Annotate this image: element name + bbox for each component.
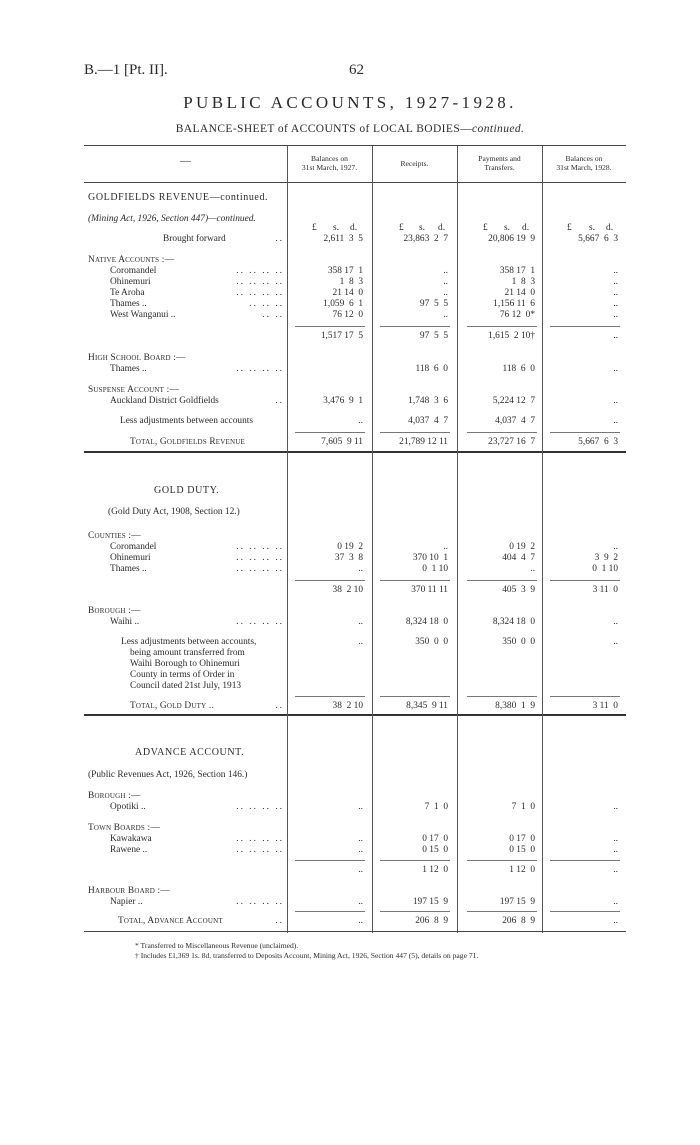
balance-sheet-table	[84, 145, 626, 933]
amount-rec: ..	[443, 288, 448, 298]
column-rule	[542, 145, 543, 933]
leader-dots: .. .. .. ..	[236, 553, 284, 563]
amount-b27: 38 2 10	[332, 701, 363, 711]
currency-pence: d.	[522, 223, 530, 233]
amount-pay: 0 15 0	[509, 845, 535, 855]
header-line: Balances on	[565, 154, 603, 163]
amount-rec: 206 8 9	[415, 916, 448, 926]
leader-dots: .. .. .. ..	[236, 277, 284, 287]
header-line: 31st March, 1927.	[301, 163, 358, 172]
amount-pay: 20,806 19 9	[488, 234, 535, 244]
row-label: Borough :—	[88, 606, 141, 616]
subtotal-rule	[550, 911, 620, 912]
subtotal-rule	[467, 860, 537, 861]
subtotal-rule	[380, 911, 450, 912]
leader-dots: .. .. .. ..	[236, 266, 284, 276]
amount-b27: ..	[358, 564, 363, 574]
leader-dots: .. .. .. ..	[236, 897, 284, 907]
amount-b27: 21 14 0	[332, 288, 363, 298]
row-label: Ohinemuri	[110, 553, 151, 563]
amount-rec: 7 1 0	[424, 802, 448, 812]
subtotal-rule	[380, 696, 450, 697]
amount-rec: 1 12 0	[422, 865, 448, 875]
amount-b27: ..	[358, 845, 363, 855]
amount-rec: 4,037 4 7	[408, 416, 448, 426]
amount-pay: 23,727 16 7	[488, 437, 535, 447]
currency-shillings: s.	[589, 223, 595, 233]
page-number: 62	[349, 62, 364, 78]
amount-b28: 5,667 6 3	[578, 234, 618, 244]
row-label: Waihi Borough to Ohinemuri	[130, 659, 240, 669]
leader-dots: .. .. .. ..	[236, 845, 284, 855]
amount-b28: ..	[613, 637, 618, 647]
row-label: Kawakawa	[110, 834, 152, 844]
row-label: Total, Advance Account	[118, 916, 223, 926]
amount-b28: ..	[613, 277, 618, 287]
currency-pounds: £	[399, 223, 404, 233]
table-bottom-rule	[84, 931, 626, 932]
leader-dots: ..	[275, 701, 284, 711]
row-label: Harbour Board :—	[88, 886, 170, 896]
row-label: GOLDFIELDS REVENUE—continued.	[88, 192, 269, 203]
row-label: Less adjustments between accounts,	[121, 637, 257, 647]
amount-b27: ..	[358, 916, 363, 926]
amount-pay: 0 17 0	[509, 834, 535, 844]
subtitle-continued: continued.	[472, 123, 525, 135]
amount-rec: 197 15 9	[412, 897, 448, 907]
subtotal-rule	[295, 860, 365, 861]
subtotal-rule	[550, 580, 620, 581]
amount-b28: ..	[613, 288, 618, 298]
subtotal-rule	[380, 432, 450, 433]
amount-b27: ..	[358, 416, 363, 426]
amount-pay: 5,224 12 7	[492, 396, 535, 406]
column-header-dash: —	[180, 155, 191, 167]
amount-b27: 3,476 9 1	[323, 396, 363, 406]
amount-pay: 1,615 2 10†	[488, 331, 535, 341]
amount-b28: ..	[613, 897, 618, 907]
row-label: Napier ..	[110, 897, 143, 907]
amount-rec: 1,748 3 6	[408, 396, 448, 406]
currency-pence: d.	[606, 223, 614, 233]
amount-pay: ..	[530, 564, 535, 574]
amount-b27: 1 8 3	[339, 277, 363, 287]
row-label: (Gold Duty Act, 1908, Section 12.)	[108, 507, 240, 517]
row-label: West Wanganui ..	[110, 310, 176, 320]
amount-rec: 370 10 1	[412, 553, 448, 563]
amount-rec: 21,789 12 11	[399, 437, 448, 447]
subtotal-rule	[295, 911, 365, 912]
page-subtitle	[0, 123, 700, 135]
subtotal-rule	[467, 911, 537, 912]
currency-pence: d.	[350, 223, 358, 233]
amount-b28: ..	[613, 364, 618, 374]
amount-rec: 350 0 0	[415, 637, 448, 647]
subtotal-rule	[550, 860, 620, 861]
amount-b28: ..	[613, 845, 618, 855]
amount-b27: ..	[358, 802, 363, 812]
amount-pay: 76 12 0*	[499, 310, 535, 320]
amount-pay: 358 17 1	[499, 266, 535, 276]
amount-b28: ..	[613, 416, 618, 426]
row-label: Less adjustments between accounts	[120, 416, 254, 426]
subtotal-rule	[467, 580, 537, 581]
row-label: Opotiki ..	[110, 802, 146, 812]
currency-pence: d.	[438, 223, 446, 233]
leader-dots: .. .. .. ..	[236, 364, 284, 374]
subtotal-rule	[295, 696, 365, 697]
amount-rec: 0 1 10	[422, 564, 448, 574]
subtotal-rule	[467, 696, 537, 697]
subtotal-rule	[467, 432, 537, 433]
amount-rec: 118 6 0	[415, 364, 448, 374]
footnote: † Includes £1,369 1s. 8d. transferred to Deposits Account, Mining Act, 1926, Section 447 (5), details on page 71.	[135, 950, 479, 960]
amount-b28: ..	[613, 834, 618, 844]
header-line: Payments and	[478, 154, 521, 163]
column-rule	[287, 145, 288, 933]
amount-rec: ..	[443, 266, 448, 276]
column-header-balances-1928	[542, 154, 626, 172]
leader-dots: .. .. .. ..	[236, 288, 284, 298]
amount-pay: 21 14 0	[504, 288, 535, 298]
amount-b28: ..	[613, 331, 618, 341]
amount-b27: 76 12 0	[332, 310, 363, 320]
footnote: * Transferred to Miscellaneous Revenue (unclaimed).	[135, 941, 299, 950]
row-label: Thames ..	[110, 299, 147, 309]
subtotal-rule	[380, 580, 450, 581]
amount-rec: 0 17 0	[422, 834, 448, 844]
leader-dots: ..	[275, 234, 284, 244]
row-label: GOLD DUTY.	[154, 485, 220, 496]
amount-rec: ..	[443, 542, 448, 552]
currency-shillings: s.	[419, 223, 425, 233]
subtotal-rule	[380, 326, 450, 327]
amount-pay: 118 6 0	[502, 364, 535, 374]
currency-pounds: £	[567, 223, 572, 233]
row-label: Te Aroha	[110, 288, 145, 298]
row-label: Suspense Account :—	[88, 385, 180, 395]
leader-dots: .. .. .. ..	[236, 617, 284, 627]
amount-b27: ..	[358, 834, 363, 844]
leader-dots: .. .. .. ..	[236, 542, 284, 552]
row-label: High School Board :—	[88, 353, 186, 363]
row-label: ADVANCE ACCOUNT.	[135, 747, 245, 758]
row-label: Total, Goldfields Revenue	[130, 437, 245, 447]
currency-pounds: £	[483, 223, 488, 233]
header-line: Transfers.	[484, 163, 515, 172]
amount-b28: ..	[613, 916, 618, 926]
row-label: Ohinemuri	[110, 277, 151, 287]
leader-dots: .. .. .. ..	[236, 802, 284, 812]
column-rule	[457, 145, 458, 933]
amount-b27: 358 17 1	[327, 266, 363, 276]
section-rule	[84, 451, 626, 453]
amount-rec: ..	[443, 277, 448, 287]
column-header-balances-1927	[287, 154, 372, 172]
amount-b28: ..	[613, 299, 618, 309]
subtotal-rule	[467, 326, 537, 327]
subtotal-rule	[550, 432, 620, 433]
row-label: (Mining Act, 1926, Section 447)—continued.	[88, 214, 256, 224]
amount-rec: 370 11 11	[411, 585, 448, 595]
header-rule	[84, 182, 626, 183]
amount-b28: 0 1 10	[592, 564, 618, 574]
amount-b28: 5,667 6 3	[578, 437, 618, 447]
column-rule	[372, 145, 373, 933]
table-top-rule	[84, 145, 626, 146]
amount-b28: 3 9 2	[594, 553, 618, 563]
amount-b28: ..	[613, 802, 618, 812]
amount-pay: 404 4 7	[502, 553, 535, 563]
footnotes	[135, 941, 478, 960]
row-label: Total, Gold Duty ..	[130, 701, 215, 711]
amount-rec: ..	[443, 310, 448, 320]
amount-pay: 8,324 18 0	[492, 617, 535, 627]
amount-b27: 0 19 2	[337, 542, 363, 552]
amount-b27: 1,517 17 5	[320, 331, 363, 341]
amount-pay: 1 8 3	[511, 277, 535, 287]
column-header-receipts: Receipts.	[400, 159, 429, 168]
amount-b28: ..	[613, 865, 618, 875]
report-reference: B.—1 [Pt. II].	[84, 62, 168, 78]
subtotal-rule	[550, 326, 620, 327]
amount-b27: 38 2 10	[332, 585, 363, 595]
amount-pay: 1,156 11 6	[493, 299, 535, 309]
leader-dots: ..	[275, 396, 284, 406]
amount-rec: 8,324 18 0	[405, 617, 448, 627]
amount-rec: 97 5 5	[419, 299, 448, 309]
subtotal-rule	[295, 326, 365, 327]
amount-b27: ..	[358, 865, 363, 875]
amount-rec: 97 5 5	[419, 331, 448, 341]
leader-dots: .. .. ..	[249, 299, 284, 309]
row-label: Borough :—	[88, 791, 141, 801]
amount-b27: ..	[358, 897, 363, 907]
row-label: Auckland District Goldfields	[110, 396, 219, 406]
row-label: Native Accounts :—	[88, 255, 175, 265]
row-label: Rawene ..	[110, 845, 148, 855]
amount-b27: 2,611 3 5	[323, 234, 363, 244]
row-label: Town Boards :—	[88, 823, 160, 833]
amount-pay: 4,037 4 7	[495, 416, 535, 426]
section-rule	[84, 714, 626, 716]
page-title: PUBLIC ACCOUNTS, 1927-1928.	[183, 93, 517, 112]
amount-b27: 1,059 6 1	[323, 299, 363, 309]
row-label: Council dated 21st July, 1913	[130, 681, 242, 691]
amount-pay: 206 8 9	[502, 916, 535, 926]
amount-b27: 37 3 8	[334, 553, 363, 563]
amount-b28: ..	[613, 396, 618, 406]
row-label: (Public Revenues Act, 1926, Section 146.)	[88, 770, 248, 780]
row-label: being amount transferred from	[130, 648, 245, 658]
row-label: Coromandel	[110, 266, 157, 276]
currency-shillings: s.	[504, 223, 510, 233]
row-label: Brought forward	[163, 234, 226, 244]
amount-rec: 8,345 9 11	[406, 701, 448, 711]
leader-dots: .. .. .. ..	[236, 834, 284, 844]
amount-b28: ..	[613, 617, 618, 627]
amount-pay: 197 15 9	[499, 897, 535, 907]
amount-b28: ..	[613, 310, 618, 320]
subtotal-rule	[295, 432, 365, 433]
leader-dots: .. .. .. ..	[236, 564, 284, 574]
amount-b28: ..	[613, 266, 618, 276]
amount-pay: 350 0 0	[502, 637, 535, 647]
amount-b28: 3 11 0	[592, 701, 618, 711]
header-line: Balances on	[311, 154, 348, 163]
row-label: Waihi ..	[110, 617, 140, 627]
subtotal-rule	[550, 696, 620, 697]
subtotal-rule	[380, 860, 450, 861]
amount-pay: 405 3 9	[502, 585, 535, 595]
amount-b27: 7,605 9 11	[321, 437, 363, 447]
subtitle-main: BALANCE-SHEET of ACCOUNTS of LOCAL BODIES—	[175, 123, 473, 135]
amount-pay: 0 19 2	[509, 542, 535, 552]
column-header-payments	[457, 154, 542, 172]
header-line: 31st March, 1928.	[556, 163, 612, 172]
row-label: Counties :—	[88, 531, 141, 541]
leader-dots: ..	[275, 916, 284, 926]
currency-shillings: s.	[333, 223, 339, 233]
currency-pounds: £	[312, 223, 317, 233]
amount-pay: 8,380 1 9	[495, 701, 535, 711]
amount-b28: ..	[613, 542, 618, 552]
amount-rec: 23,863 2 7	[403, 234, 448, 244]
row-label: County in terms of Order in	[130, 670, 235, 680]
leader-dots: .. ..	[262, 310, 284, 320]
amount-rec: 0 15 0	[422, 845, 448, 855]
amount-pay: 1 12 0	[509, 865, 535, 875]
amount-b27: ..	[358, 617, 363, 627]
amount-b28: 3 11 0	[592, 585, 618, 595]
row-label: Thames ..	[110, 364, 147, 374]
row-label: Thames ..	[110, 564, 147, 574]
row-label: Coromandel	[110, 542, 157, 552]
amount-b27: ..	[358, 637, 363, 647]
amount-pay: 7 1 0	[511, 802, 535, 812]
subtotal-rule	[295, 580, 365, 581]
